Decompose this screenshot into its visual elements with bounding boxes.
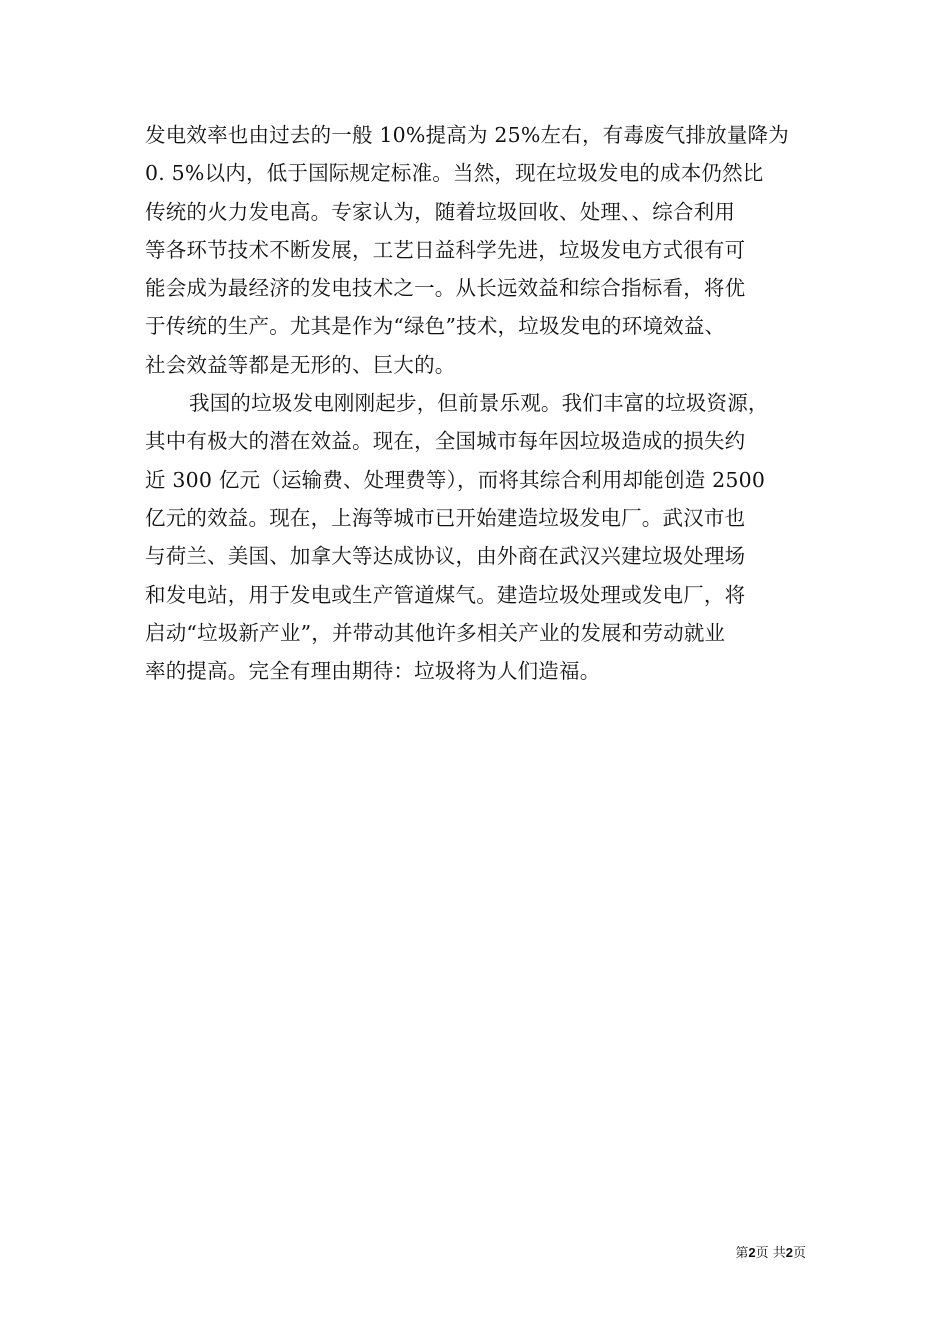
text-line: 发电效率也由过去的一般 10%提高为 25%左右，有毒废气排放量降为 xyxy=(145,123,789,147)
text-line: 其中有极大的潜在效益。现在，全国城市每年因垃圾造成的损失约 xyxy=(145,429,746,454)
text-line: 近 300 亿元（运输费、处理费等），而将其综合利用却能创造 2500 xyxy=(145,467,766,492)
text-line: 传统的火力发电高。专家认为，随着垃圾回收、处理、、综合利用 xyxy=(145,199,736,224)
text-line: 与荷兰、美国、加拿大等达成协议，由外商在武汉兴建垃圾处理场 xyxy=(145,544,746,569)
footer-suffix: 页 xyxy=(792,1246,806,1261)
text-line: 我国的垃圾发电刚刚起步，但前景乐观。我们丰富的垃圾资源， xyxy=(189,391,769,416)
text-line: 社会效益等都是无形的、巨大的。 xyxy=(145,352,456,377)
text-line: 亿元的效益。现在，上海等城市已开始建造垃圾发电厂。武汉市也 xyxy=(145,505,746,530)
footer-prefix: 第 xyxy=(735,1246,749,1261)
text-line: 和发电站，用于发电或生产管道煤气。建造垃圾处理或发电厂，将 xyxy=(145,582,746,607)
footer-middle: 页 共 xyxy=(755,1246,786,1261)
paragraph-1 xyxy=(145,116,807,384)
text-line: 0. 5%以内，低于国际规定标准。当然，现在垃圾发电的成本仍然比 xyxy=(145,161,764,186)
page-footer xyxy=(735,1244,806,1263)
total-page-count: 2 xyxy=(785,1245,793,1260)
current-page-number: 2 xyxy=(748,1245,756,1260)
text-line: 等各环节技术不断发展，工艺日益科学先进，垃圾发电方式很有可 xyxy=(145,237,746,262)
text-line: 能会成为最经济的发电技术之一。从长远效益和综合指标看，将优 xyxy=(145,276,746,301)
text-line: 于传统的生产。尤其是作为“绿色”技术，垃圾发电的环境效益、 xyxy=(145,314,726,339)
paragraph-2 xyxy=(145,384,807,690)
body-text xyxy=(145,116,807,690)
text-line: 率的提高。完全有理由期待：垃圾将为人们造福。 xyxy=(145,659,601,684)
text-line: 启动“垃圾新产业”，并带动其他许多相关产业的发展和劳动就业 xyxy=(145,620,726,645)
